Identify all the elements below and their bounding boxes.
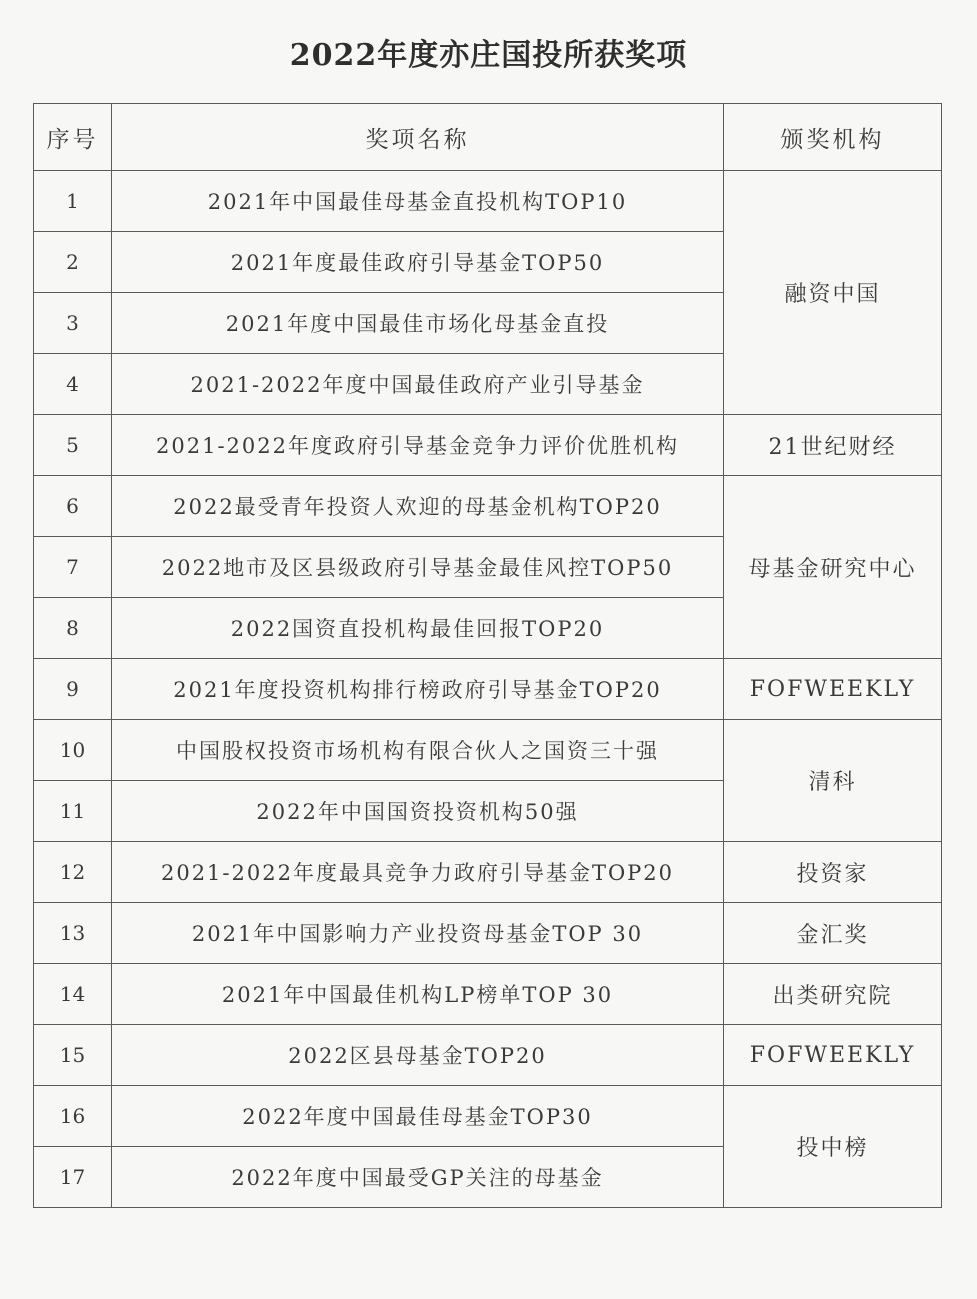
row-index: 3	[34, 293, 112, 354]
awarding-org: 母基金研究中心	[724, 476, 942, 659]
row-index: 17	[34, 1147, 112, 1208]
row-index: 7	[34, 537, 112, 598]
award-name: 2022年度中国最佳母基金TOP30	[112, 1086, 724, 1147]
award-name: 2022年中国国资投资机构50强	[112, 781, 724, 842]
awarding-org: 清科	[724, 720, 942, 842]
header-index: 序号	[34, 104, 112, 171]
row-index: 1	[34, 171, 112, 232]
row-index: 5	[34, 415, 112, 476]
row-index: 15	[34, 1025, 112, 1086]
table-row	[34, 415, 942, 476]
row-index: 11	[34, 781, 112, 842]
row-index: 12	[34, 842, 112, 903]
table-row	[34, 476, 942, 537]
award-name: 2021-2022年度政府引导基金竞争力评价优胜机构	[112, 415, 724, 476]
header-awarding-org: 颁奖机构	[724, 104, 942, 171]
row-index: 8	[34, 598, 112, 659]
document-title: 2022年度亦庄国投所获奖项	[289, 38, 688, 73]
awarding-org: 21世纪财经	[724, 415, 942, 476]
award-name: 2022最受青年投资人欢迎的母基金机构TOP20	[112, 476, 724, 537]
row-index: 6	[34, 476, 112, 537]
awarding-org: FOFWEEKLY	[724, 659, 942, 720]
awarding-org: 出类研究院	[724, 964, 942, 1025]
award-name: 2022年度中国最受GP关注的母基金	[112, 1147, 724, 1208]
award-name: 2021年度投资机构排行榜政府引导基金TOP20	[112, 659, 724, 720]
award-name: 2021-2022年度最具竞争力政府引导基金TOP20	[112, 842, 724, 903]
header-award-name: 奖项名称	[112, 104, 724, 171]
row-index: 10	[34, 720, 112, 781]
award-name: 2021年度中国最佳市场化母基金直投	[112, 293, 724, 354]
table-row	[34, 720, 942, 781]
award-name: 2021年中国影响力产业投资母基金TOP 30	[112, 903, 724, 964]
award-name: 2021年中国最佳母基金直投机构TOP10	[112, 171, 724, 232]
table-row	[34, 903, 942, 964]
table-row	[34, 659, 942, 720]
table-row	[34, 1086, 942, 1147]
table-row	[34, 842, 942, 903]
awarding-org: 投资家	[724, 842, 942, 903]
table-row	[34, 964, 942, 1025]
award-name: 2022区县母基金TOP20	[112, 1025, 724, 1086]
row-index: 13	[34, 903, 112, 964]
award-name: 2022国资直投机构最佳回报TOP20	[112, 598, 724, 659]
row-index: 14	[34, 964, 112, 1025]
award-name: 2022地市及区县级政府引导基金最佳风控TOP50	[112, 537, 724, 598]
award-name: 2021年度最佳政府引导基金TOP50	[112, 232, 724, 293]
awarding-org: 投中榜	[724, 1086, 942, 1208]
awarding-org: FOFWEEKLY	[724, 1025, 942, 1086]
award-name: 中国股权投资市场机构有限合伙人之国资三十强	[112, 720, 724, 781]
awards-table	[33, 103, 942, 1208]
award-name: 2021年中国最佳机构LP榜单TOP 30	[112, 964, 724, 1025]
row-index: 16	[34, 1086, 112, 1147]
table-row	[34, 171, 942, 232]
row-index: 9	[34, 659, 112, 720]
row-index: 4	[34, 354, 112, 415]
award-name: 2021-2022年度中国最佳政府产业引导基金	[112, 354, 724, 415]
table-row	[34, 1025, 942, 1086]
awarding-org: 金汇奖	[724, 903, 942, 964]
awarding-org: 融资中国	[724, 171, 942, 415]
table-header-row	[34, 104, 942, 171]
row-index: 2	[34, 232, 112, 293]
